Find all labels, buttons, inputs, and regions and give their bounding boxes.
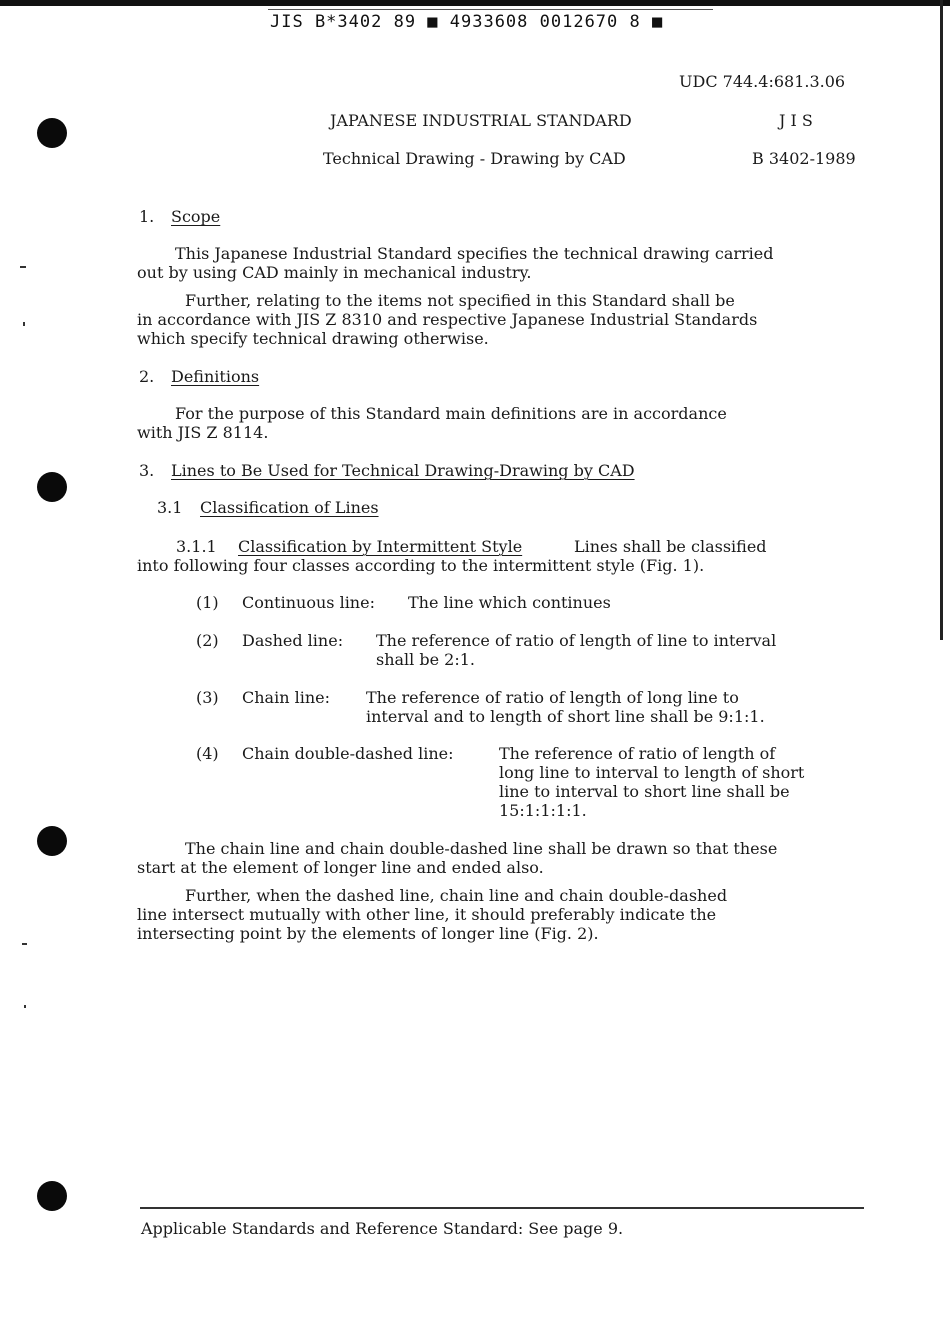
header-code-rule bbox=[268, 9, 713, 10]
scan-speck bbox=[23, 322, 25, 326]
list-item-number: (1) bbox=[196, 593, 219, 612]
section-1-title: Scope bbox=[171, 207, 221, 226]
paragraph-line: intersecting point by the elements of longer line (Fig. 2). bbox=[137, 924, 599, 943]
punch-hole bbox=[37, 472, 67, 502]
list-item-text: The reference of ratio of length of line to interval bbox=[376, 631, 777, 650]
punch-hole bbox=[37, 826, 67, 856]
list-item-term: Continuous line: bbox=[242, 593, 375, 612]
list-item-number: (2) bbox=[196, 631, 219, 650]
section-3-number: 3. bbox=[139, 461, 155, 480]
scan-speck bbox=[24, 1005, 26, 1008]
list-item-number: (4) bbox=[196, 744, 219, 763]
paragraph-line: which specify technical drawing otherwise. bbox=[137, 329, 489, 348]
paragraph-line: Further, relating to the items not specified in this Standard shall be bbox=[185, 291, 735, 310]
list-item-number: (3) bbox=[196, 688, 219, 707]
section-2-number: 2. bbox=[139, 367, 155, 386]
subsection-3-1-number: 3.1 bbox=[157, 498, 183, 517]
scan-speck bbox=[22, 943, 27, 945]
list-item-text: The reference of ratio of length of long line to bbox=[366, 688, 739, 707]
paragraph-line: For the purpose of this Standard main definitions are in accordance bbox=[175, 404, 727, 423]
scan-speck bbox=[20, 266, 26, 268]
top-scan-border bbox=[0, 0, 950, 6]
punch-hole bbox=[37, 118, 67, 148]
paragraph-line: in accordance with JIS Z 8310 and respective Japanese Industrial Standards bbox=[137, 310, 758, 329]
list-item-text: interval and to length of short line shall be 9:1:1. bbox=[366, 707, 765, 726]
udc-number: UDC 744.4:681.3.06 bbox=[679, 72, 846, 91]
punch-hole bbox=[37, 1181, 67, 1211]
list-item-text: shall be 2:1. bbox=[376, 650, 476, 669]
jis-mark: J I S bbox=[779, 111, 813, 130]
section-2-title: Definitions bbox=[171, 367, 260, 386]
header-code: JIS B*3402 89 ■ 4933608 0012670 8 ■ bbox=[270, 12, 664, 32]
footer-rule bbox=[140, 1207, 864, 1209]
list-item-text: The reference of ratio of length of bbox=[499, 744, 776, 763]
paragraph-line: with JIS Z 8114. bbox=[137, 423, 269, 442]
section-1-number: 1. bbox=[139, 207, 155, 226]
list-item-text: line to interval to short line shall be bbox=[499, 782, 790, 801]
paragraph-line: This Japanese Industrial Standard specifies the technical drawing carried bbox=[175, 244, 774, 263]
list-item-term: Chain double-dashed line: bbox=[242, 744, 454, 763]
standard-title: JAPANESE INDUSTRIAL STANDARD bbox=[330, 111, 632, 130]
paragraph-line: Lines shall be classified bbox=[574, 537, 767, 556]
section-3-title: Lines to Be Used for Technical Drawing-Drawing by CAD bbox=[171, 461, 635, 480]
paragraph-line: line intersect mutually with other line, it should preferably indicate the bbox=[137, 905, 717, 924]
subsection-3-1-1-number: 3.1.1 bbox=[176, 537, 217, 556]
paragraph-line: The chain line and chain double-dashed line shall be drawn so that these bbox=[185, 839, 778, 858]
list-item-text: long line to interval to length of short bbox=[499, 763, 805, 782]
paragraph-line: into following four classes according to the intermittent style (Fig. 1). bbox=[137, 556, 705, 575]
paragraph-line: Further, when the dashed line, chain line and chain double-dashed bbox=[185, 886, 728, 905]
paragraph-line: start at the element of longer line and ended also. bbox=[137, 858, 544, 877]
document-number: B 3402-1989 bbox=[752, 149, 856, 168]
footer-note: Applicable Standards and Reference Standard: See page 9. bbox=[141, 1219, 624, 1238]
list-item-term: Dashed line: bbox=[242, 631, 344, 650]
list-item-term: Chain line: bbox=[242, 688, 330, 707]
subsection-3-1-1-title: Classification by Intermittent Style bbox=[238, 537, 523, 556]
subsection-3-1-title: Classification of Lines bbox=[200, 498, 379, 517]
list-item-text: The line which continues bbox=[408, 593, 611, 612]
paragraph-line: out by using CAD mainly in mechanical industry. bbox=[137, 263, 532, 282]
list-item-text: 15:1:1:1:1. bbox=[499, 801, 587, 820]
right-scan-border bbox=[940, 0, 943, 640]
document-title: Technical Drawing - Drawing by CAD bbox=[323, 149, 626, 168]
